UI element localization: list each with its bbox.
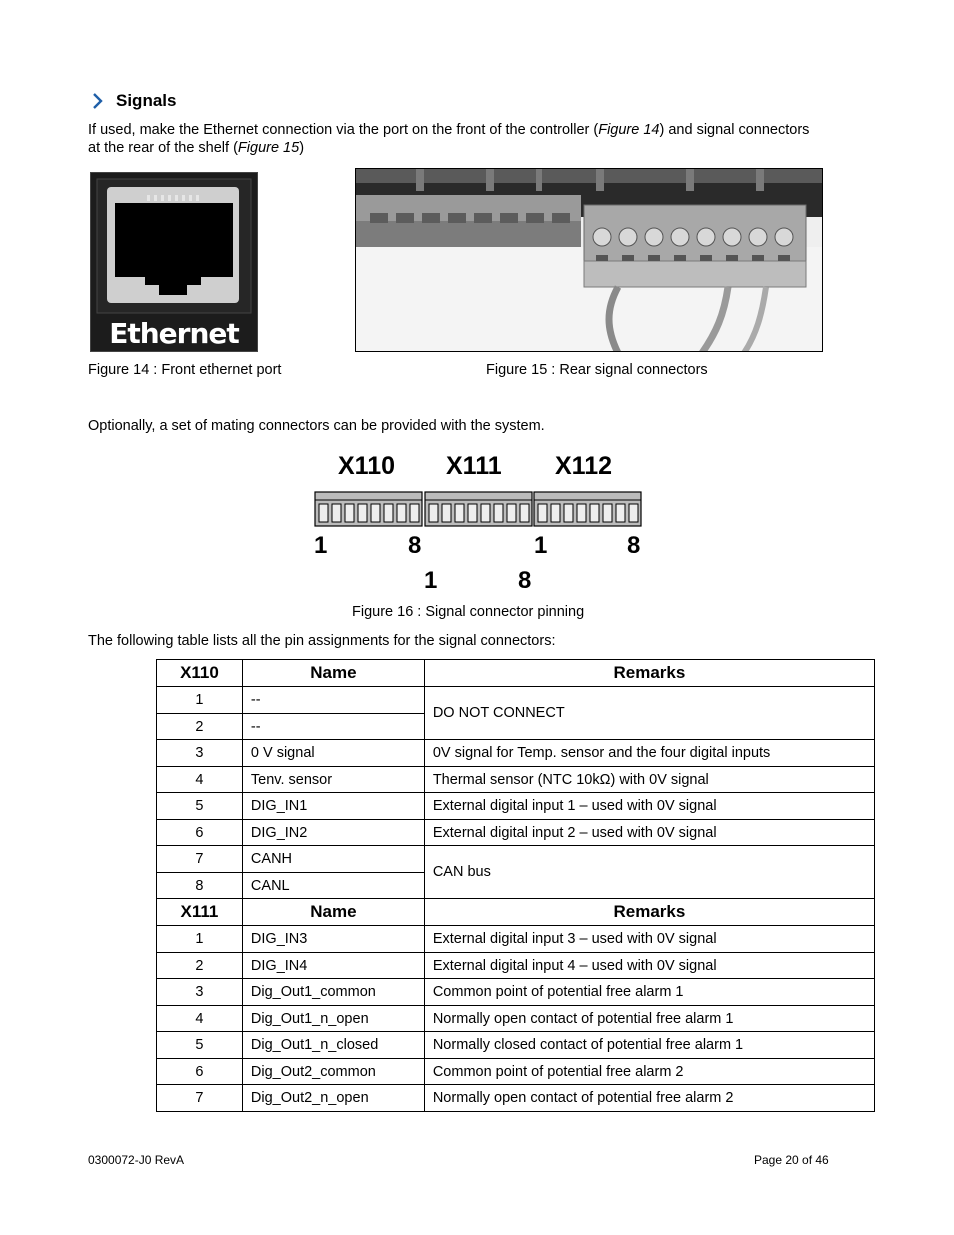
header-connector: X110 bbox=[157, 660, 243, 687]
figure-16-connector-pinning bbox=[312, 452, 646, 594]
name-cell: Dig_Out1_n_closed bbox=[242, 1032, 424, 1059]
table-row bbox=[157, 687, 875, 714]
connector-label-x110: X110 bbox=[338, 452, 396, 480]
figure-15-rear-connectors-photo bbox=[355, 168, 823, 352]
figure-14-ethernet-photo bbox=[90, 172, 258, 352]
pin-cell: 2 bbox=[157, 952, 243, 979]
pin-cell: 7 bbox=[157, 846, 243, 873]
remarks-cell: Normally closed contact of potential free alarm 1 bbox=[424, 1032, 874, 1059]
x112-pin-first: 1 bbox=[534, 532, 548, 559]
table-row bbox=[157, 1085, 875, 1112]
chevron-right-icon bbox=[88, 91, 108, 111]
intro-paragraph: If used, make the Ethernet connection via the port on the front of the controller (Figure 14) and signal connectors at the rear of the shelf (Figure 15) bbox=[88, 122, 810, 156]
table-header-row-x110 bbox=[157, 660, 875, 687]
remarks-cell: External digital input 4 – used with 0V signal bbox=[424, 952, 874, 979]
remarks-cell: Thermal sensor (NTC 10kΩ) with 0V signal bbox=[424, 766, 874, 793]
figure-15-caption: Figure 15 : Rear signal connectors bbox=[486, 362, 708, 378]
table-row bbox=[157, 979, 875, 1006]
remarks-cell: Normally open contact of potential free alarm 2 bbox=[424, 1085, 874, 1112]
connector-label-x112: X112 bbox=[555, 452, 613, 480]
name-cell: Dig_Out1_n_open bbox=[242, 1005, 424, 1032]
section-title: Signals bbox=[116, 91, 177, 110]
name-cell: -- bbox=[242, 687, 424, 714]
header-connector: X111 bbox=[157, 899, 243, 926]
header-name: Name bbox=[242, 660, 424, 687]
table-row bbox=[157, 740, 875, 767]
name-cell: Dig_Out2_common bbox=[242, 1058, 424, 1085]
pin-cell: 7 bbox=[157, 1085, 243, 1112]
table-row bbox=[157, 819, 875, 846]
figure-ref-15: Figure 15 bbox=[237, 140, 300, 156]
x110-pin-last: 8 bbox=[408, 532, 422, 559]
name-cell: CANH bbox=[242, 846, 424, 873]
ethernet-label: Ethernet bbox=[109, 317, 239, 350]
remarks-cell: External digital input 2 – used with 0V signal bbox=[424, 819, 874, 846]
name-cell: Dig_Out2_n_open bbox=[242, 1085, 424, 1112]
x111-pin-last: 8 bbox=[518, 567, 532, 594]
name-cell: CANL bbox=[242, 872, 424, 899]
section-heading bbox=[88, 90, 176, 112]
table-row bbox=[157, 793, 875, 820]
header-name: Name bbox=[242, 899, 424, 926]
pin-assignment-table bbox=[156, 659, 875, 1112]
name-cell: DIG_IN1 bbox=[242, 793, 424, 820]
remarks-cell: External digital input 1 – used with 0V signal bbox=[424, 793, 874, 820]
pin-cell: 4 bbox=[157, 1005, 243, 1032]
footer-doc-id: 0300072-J0 RevA bbox=[88, 1153, 185, 1167]
table-row bbox=[157, 846, 875, 873]
figure-ref-14: Figure 14 bbox=[598, 122, 660, 138]
pin-cell: 1 bbox=[157, 687, 243, 714]
remarks-cell: DO NOT CONNECT bbox=[424, 687, 874, 740]
remarks-cell: Common point of potential free alarm 2 bbox=[424, 1058, 874, 1085]
remarks-cell: Common point of potential free alarm 1 bbox=[424, 979, 874, 1006]
name-cell: Dig_Out1_common bbox=[242, 979, 424, 1006]
table-row bbox=[157, 1005, 875, 1032]
header-remarks: Remarks bbox=[424, 899, 874, 926]
name-cell: 0 V signal bbox=[242, 740, 424, 767]
footer-page-number: Page 20 of 46 bbox=[754, 1153, 829, 1167]
pin-cell: 3 bbox=[157, 740, 243, 767]
pin-cell: 4 bbox=[157, 766, 243, 793]
rear-connectors-image bbox=[356, 169, 823, 352]
remarks-cell: Normally open contact of potential free alarm 1 bbox=[424, 1005, 874, 1032]
remarks-cell: 0V signal for Temp. sensor and the four digital inputs bbox=[424, 740, 874, 767]
header-remarks: Remarks bbox=[424, 660, 874, 687]
table-row bbox=[157, 1058, 875, 1085]
table-row bbox=[157, 766, 875, 793]
pin-cell: 1 bbox=[157, 926, 243, 953]
remarks-cell: CAN bus bbox=[424, 846, 874, 899]
pin-cell: 5 bbox=[157, 793, 243, 820]
pin-cell: 3 bbox=[157, 979, 243, 1006]
name-cell: DIG_IN4 bbox=[242, 952, 424, 979]
pin-cell: 5 bbox=[157, 1032, 243, 1059]
name-cell: Tenv. sensor bbox=[242, 766, 424, 793]
name-cell: DIG_IN2 bbox=[242, 819, 424, 846]
table-header-row-x111 bbox=[157, 899, 875, 926]
connector-label-x111: X111 bbox=[446, 452, 502, 480]
name-cell: DIG_IN3 bbox=[242, 926, 424, 953]
pin-cell: 6 bbox=[157, 819, 243, 846]
figure-14-caption: Figure 14 : Front ethernet port bbox=[88, 362, 282, 378]
remarks-cell: External digital input 3 – used with 0V signal bbox=[424, 926, 874, 953]
table-row bbox=[157, 926, 875, 953]
pin-cell: 6 bbox=[157, 1058, 243, 1085]
optional-connectors-text: Optionally, a set of mating connectors can be provided with the system. bbox=[88, 418, 545, 434]
x111-pin-first: 1 bbox=[424, 567, 438, 594]
pin-cell: 2 bbox=[157, 713, 243, 740]
table-row bbox=[157, 952, 875, 979]
name-cell: -- bbox=[242, 713, 424, 740]
pin-cell: 8 bbox=[157, 872, 243, 899]
connector-blocks-drawing bbox=[312, 490, 646, 530]
table-intro-text: The following table lists all the pin assignments for the signal connectors: bbox=[88, 633, 556, 649]
x112-pin-last: 8 bbox=[627, 532, 641, 559]
x110-pin-first: 1 bbox=[314, 532, 328, 559]
table-row bbox=[157, 1032, 875, 1059]
figure-16-caption: Figure 16 : Signal connector pinning bbox=[352, 604, 585, 620]
